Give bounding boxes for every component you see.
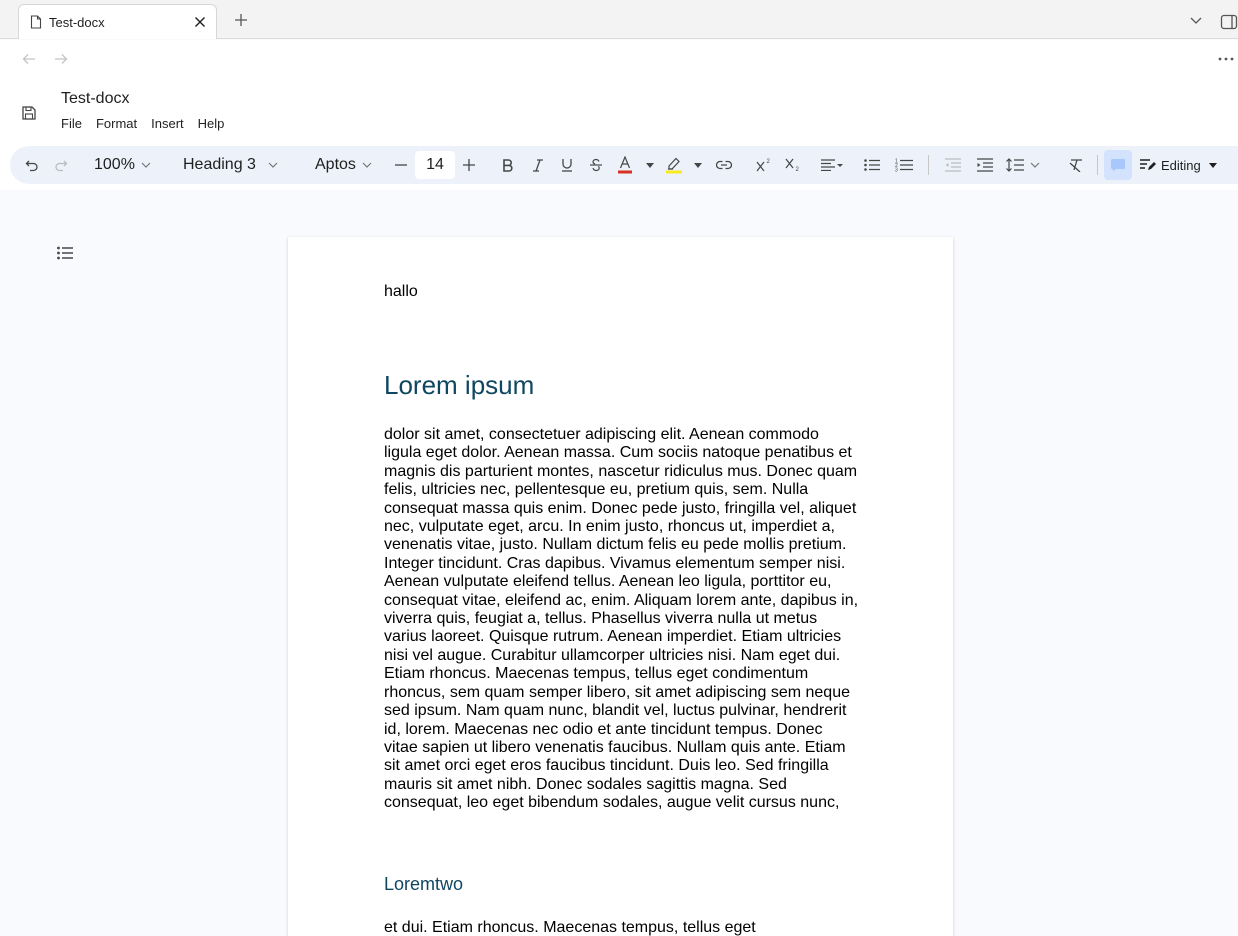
chevron-down-icon — [141, 162, 151, 168]
caret-down-icon — [1209, 163, 1217, 168]
menu-format[interactable]: Format — [95, 116, 138, 131]
svg-text:3: 3 — [895, 167, 898, 172]
highlight-button[interactable] — [664, 146, 684, 184]
paragraph: dolor sit amet, consectetuer adipiscing elit. Aenean commodo ligula eget dolor. Aenean massa. Cum sociis natoque penatibus et magnis dis parturient montes, nascetur ridiculus mus. Donec quam felis, ultricies nec, pellentesque eu, pretium quis, sem. Nulla consequat massa quis enim. Donec pede justo, fringilla vel, aliquet nec, vulputate eget, arcu. In enim justo, rhoncus ut, imperdiet a, venenatis vitae, justo. Nullam dictum felis eu pede mollis pretium. Integer tincidunt. Cras dapibus. Vivamus elementum semper nisi. Aenean vulputate eleifend tellus. Aenean leo ligula, porttitor eu, consequat vitae, eleifend ac, enim. Aliquam lorem ante, dapibus in, viverra quis, feugiat a, tellus. Phasellus viverra nulla ut metus varius laoreet. Quisque rutrum. Aenean imperdiet. Etiam ultricies nisi vel augue. Curabitur ullamcorper ultricies nisi. Nam eget dui. Etiam rhoncus. Maecenas tempus, tellus eget condimentum rhoncus, sem quam semper libero, sit amet adipiscing sem neque sed ipsum. Nam quam nunc, blandit vel, luctus pulvinar, hendrerit id, lorem. Maecenas nec odio et ante tincidunt tempus. Donec vitae sapien ut libero venenatis faucibus. Nullam quis ante. Etiam sit amet orci eget eros faucibus tincidunt. Duis leo. Sed fringilla mauris sit amet nibh. Donec sodales sagittis magna. Sed consequat, leo eget bibendum sodales, augue velit cursus nunc, — [384, 426, 859, 812]
superscript-button[interactable] — [754, 146, 774, 184]
chevron-down-icon — [1030, 162, 1040, 168]
paragraph: hallo — [384, 283, 418, 300]
heading-3: Loremtwo — [384, 874, 464, 894]
document-title[interactable]: Test-docx — [61, 90, 130, 107]
menu-insert[interactable]: Insert — [151, 116, 184, 131]
close-icon[interactable] — [192, 14, 208, 30]
tab-strip — [0, 0, 1238, 39]
redo-button[interactable] — [51, 146, 71, 184]
comment-toggle-button[interactable] — [1104, 150, 1132, 180]
outline-icon[interactable] — [56, 244, 74, 262]
heading-1: Lorem ipsum — [384, 370, 535, 400]
numbered-list-button[interactable] — [893, 146, 915, 184]
line-spacing-select[interactable] — [1006, 146, 1046, 184]
document-page[interactable] — [288, 237, 953, 936]
subscript-button[interactable] — [783, 146, 803, 184]
zoom-select[interactable] — [94, 146, 156, 184]
chevron-down-icon[interactable] — [1187, 11, 1205, 29]
toolbar-divider — [928, 155, 929, 175]
document-icon — [29, 15, 43, 29]
chevron-down-icon — [268, 162, 278, 168]
document-tab[interactable] — [18, 4, 217, 39]
font-size-input[interactable]: 14 — [415, 151, 455, 179]
tab-title: Test-docx — [49, 14, 105, 30]
style-select[interactable] — [183, 146, 285, 184]
align-select[interactable] — [818, 146, 846, 184]
document-header — [0, 76, 1238, 142]
zoom-value: 100% — [94, 156, 135, 173]
bold-button[interactable] — [498, 146, 518, 184]
paragraph: et dui. Etiam rhoncus. Maecenas tempus, tellus eget — [384, 919, 756, 936]
editing-mode-button[interactable] — [1140, 146, 1217, 184]
text-color-button[interactable] — [615, 146, 635, 184]
menu-bar — [61, 116, 238, 131]
svg-text:2: 2 — [766, 159, 770, 165]
svg-text:2: 2 — [795, 167, 799, 172]
toolbar-area — [0, 142, 1238, 190]
decrease-font-size-button[interactable] — [392, 146, 410, 184]
clear-formatting-button[interactable] — [1065, 146, 1087, 184]
back-arrow-icon[interactable] — [20, 50, 38, 68]
undo-button[interactable] — [22, 146, 42, 184]
text-color-dropdown[interactable] — [644, 146, 656, 184]
style-value: Heading 3 — [183, 156, 256, 173]
editing-mode-label: Editing — [1161, 157, 1201, 173]
forward-arrow-icon[interactable] — [52, 50, 70, 68]
increase-font-size-button[interactable] — [460, 146, 478, 184]
svg-text:1: 1 — [895, 158, 898, 165]
side-panel-icon[interactable] — [1220, 13, 1238, 31]
navigation-bar — [0, 40, 1238, 76]
formatting-toolbar — [10, 146, 1238, 184]
menu-file[interactable]: File — [61, 116, 82, 131]
svg-text:2: 2 — [895, 163, 898, 169]
link-button[interactable] — [712, 146, 736, 184]
menu-help[interactable]: Help — [197, 116, 225, 131]
editing-mode-icon — [1140, 158, 1156, 172]
font-value: Aptos — [315, 156, 356, 173]
bulleted-list-button[interactable] — [861, 146, 883, 184]
highlight-dropdown[interactable] — [692, 146, 704, 184]
font-select[interactable] — [315, 146, 377, 184]
chevron-down-icon — [362, 162, 372, 168]
save-icon[interactable] — [20, 104, 38, 122]
underline-button[interactable] — [557, 146, 577, 184]
new-tab-button[interactable] — [231, 10, 251, 30]
italic-button[interactable] — [528, 146, 548, 184]
more-options-icon[interactable] — [1216, 50, 1236, 68]
increase-indent-button[interactable] — [974, 146, 996, 184]
strikethrough-button[interactable] — [586, 146, 606, 184]
toolbar-divider — [1097, 155, 1098, 175]
decrease-indent-button[interactable] — [942, 146, 964, 184]
